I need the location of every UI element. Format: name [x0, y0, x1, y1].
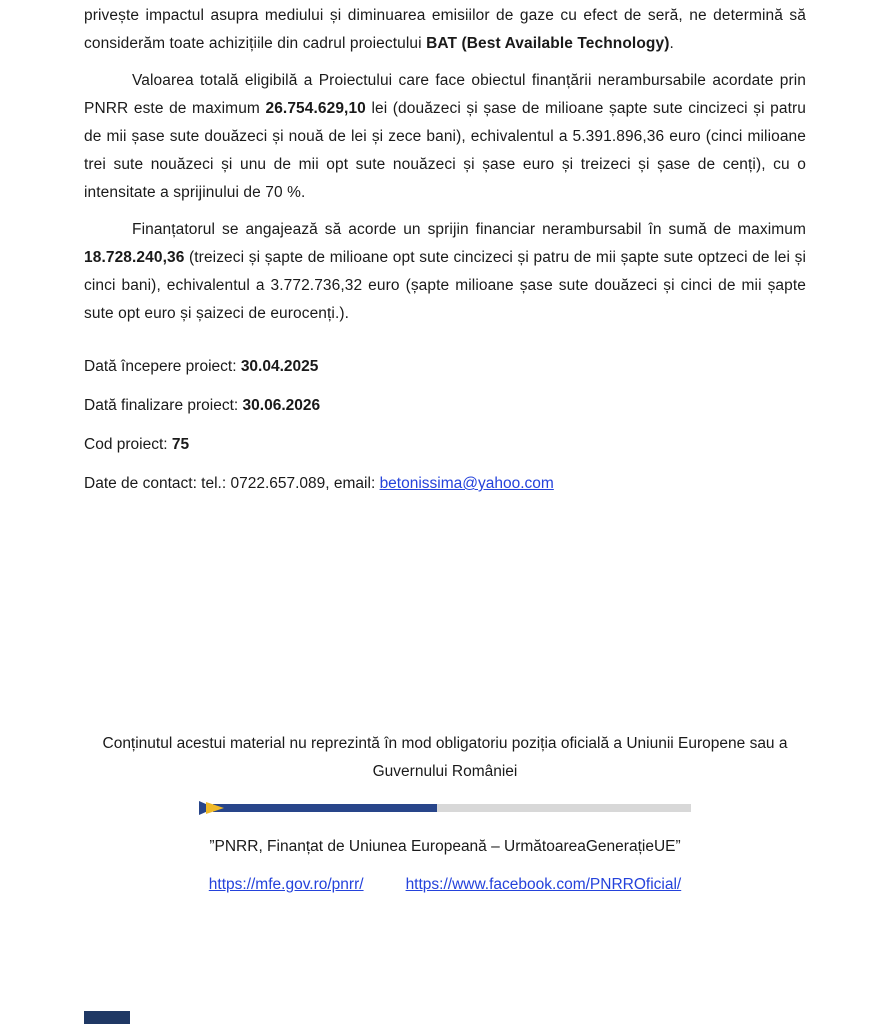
mfe-link[interactable]: https://mfe.gov.ro/pnrr/	[208, 876, 364, 893]
detail-value: 30.06.2026	[242, 397, 321, 414]
disclaimer-text: Conținutul acestui material nu reprezintă în mod obligatoriu poziția oficială a Uniunii Europene sau a Guvernului României	[102, 735, 788, 780]
detail-start-date	[84, 356, 806, 377]
detail-value: 75	[171, 436, 190, 453]
text-segment: privește impactul asupra mediului și diminuarea emisiilor de gaze cu efect de seră, ne determină să considerăm toate achizițiile din cadrul proiectului	[84, 7, 806, 52]
paragraph-grant-amount	[84, 216, 806, 328]
detail-end-date	[84, 395, 806, 416]
project-details	[84, 356, 806, 494]
divider-gray-segment	[437, 804, 691, 812]
text-segment: .	[669, 35, 674, 52]
facebook-pnrr-link[interactable]: https://www.facebook.com/PNRROficial/	[405, 876, 682, 893]
pnrr-footer	[84, 730, 806, 895]
flag-arrows-icon	[199, 801, 224, 815]
text-segment: BAT (Best Available Technology)	[426, 35, 670, 52]
text-segment: (treizeci și șapte de milioane opt sute cincizeci și patru de mii șapte sute optzeci de lei și cinci bani), echivalentul a 3.772.736,32 euro (șapte milioane șase sute douăzeci și cinci de mii șapte sute opt euro și șaizeci de eurocenți.).	[84, 249, 806, 322]
text-segment: Date de contact: tel.: 0722.657.089, email:	[84, 475, 380, 492]
paragraph-total-value	[84, 67, 806, 207]
text-segment: Valoarea totală eligibilă a Proiectului care face obiectul finanțării nerambursabile acordate prin PNRR este de maximum	[84, 72, 806, 117]
pnrr-divider-graphic	[199, 801, 691, 815]
detail-label: Dată finalizare proiect:	[84, 397, 243, 414]
next-page-sliver	[84, 1011, 130, 1024]
text-segment: Finanțatorul se angajează să acorde un sprijin financiar nerambursabil în sumă de maximum	[132, 221, 806, 238]
document-body	[84, 2, 806, 512]
divider-navy-segment	[213, 804, 437, 812]
footer-links	[84, 874, 806, 895]
detail-label: Dată începere proiect:	[84, 358, 241, 375]
text-segment: 18.728.240,36	[84, 249, 185, 266]
detail-value: 30.04.2025	[240, 358, 319, 375]
detail-project-code	[84, 434, 806, 455]
paragraph-bat	[84, 2, 806, 58]
detail-label: Cod proiect:	[84, 436, 172, 453]
text-segment: lei (douăzeci și șase de milioane șapte sute cincizeci și patru de mii șase sute douăzeci și nouă de lei și zece bani), echivalentul a 5.391.896,36 euro (cinci milioane trei sute nouăzeci și unu de mii opt sute nouăzeci și șase euro și treizeci și șase de cenți), cu o intensitate a sprijinului de 70 %.	[84, 100, 806, 201]
email-link[interactable]: betonissima@yahoo.com	[379, 475, 554, 492]
pnrr-divider-bar	[199, 801, 691, 815]
detail-contact	[84, 473, 806, 494]
yellow-arrow-icon	[206, 802, 224, 814]
pnrr-motto: ”PNRR, Finanțat de Uniunea Europeană – UrmătoareaGenerațieUE”	[209, 838, 681, 855]
text-segment: 26.754.629,10	[265, 100, 366, 117]
